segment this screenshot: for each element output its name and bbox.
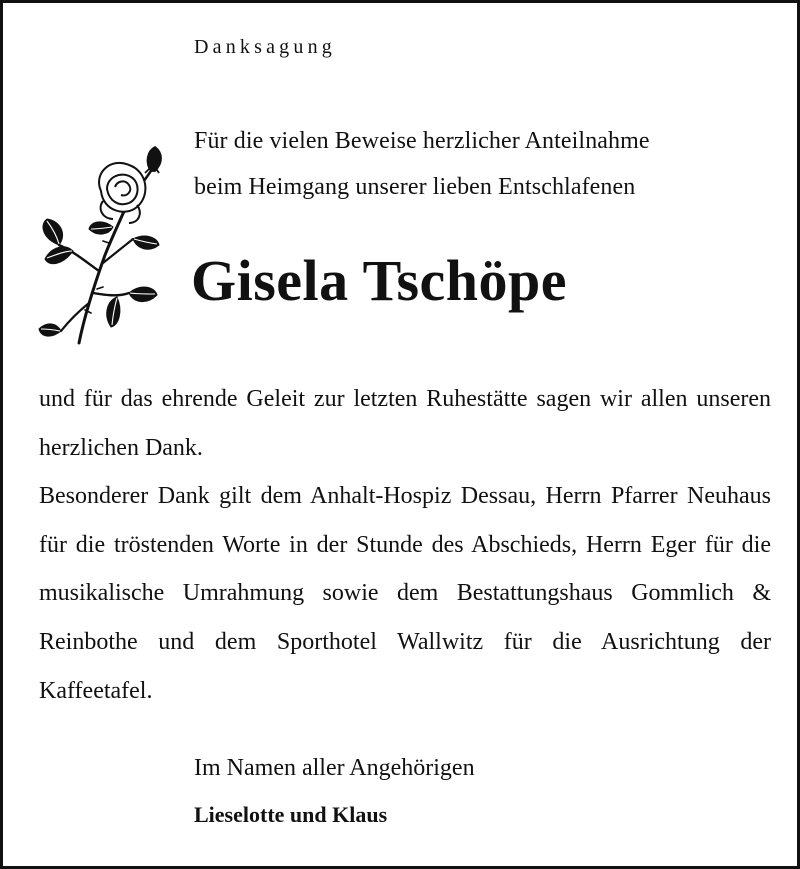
thanks-paragraph: und für das ehrende Geleit zur letzten Ruhestätte sagen wir allen unseren herzlichen Dank.	[39, 386, 771, 461]
signers-names: Lieselotte und Klaus	[194, 802, 388, 827]
rose-icon	[33, 143, 163, 348]
notice-heading: Danksagung	[194, 36, 336, 58]
special-thanks-paragraph: Besonderer Dank gilt dem Anhalt-Hospiz Dessau, Herrn Pfarrer Neuhaus für die tröstenden Worte in der Stunde des Abschieds, Herrn Eger für die musikalische Umrahmung sowie dem Bestattungshaus Gommlich & Reinbothe und dem Sporthotel Wallwitz für die Ausrichtung der Kaffeetafel.	[39, 483, 771, 704]
deceased-name: Gisela Tschöpe	[191, 248, 568, 313]
signoff-line: Im Namen aller Angehörigen	[194, 755, 475, 781]
intro-line-1: Für die vielen Beweise herzlicher Anteilnahme	[194, 128, 650, 154]
intro-line-2: beim Heimgang unserer lieben Entschlafenen	[194, 174, 636, 200]
notice-body	[39, 375, 771, 715]
